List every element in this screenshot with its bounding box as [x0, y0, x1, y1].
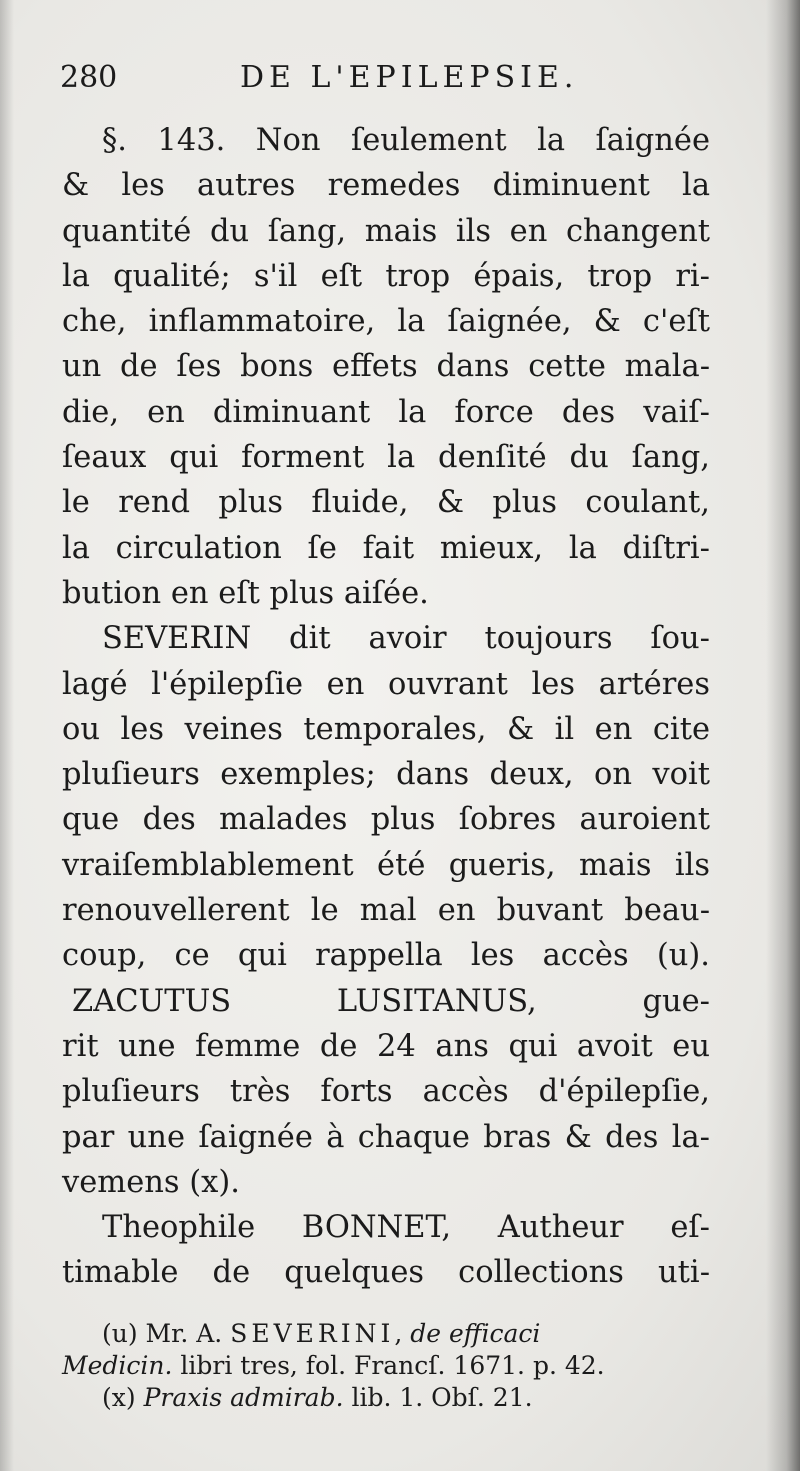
- page-edge-shadow: [766, 0, 800, 1471]
- text-line: §. 143. Non ſeulement la ſaignée: [102, 123, 710, 158]
- text-line: SEVERIN dit avoir toujours ſou-: [102, 621, 710, 657]
- footnotes: [62, 1318, 710, 1414]
- text-line: & les autres remedes diminuent la: [62, 168, 710, 204]
- text-line: la circulation ſe fait mieux, la diſtri-: [62, 530, 710, 566]
- text-line: que des malades plus ſobres auroient: [62, 802, 710, 838]
- text-line: die, en diminuant la force des vaiſ-: [62, 394, 710, 430]
- text-line: pluſieurs très forts accès d'épilepſie,: [62, 1074, 710, 1110]
- footnote-u-citation: libri tres, fol. Francſ. 1671. p. 42.: [172, 1351, 605, 1380]
- text-line: ſeaux qui forment la denſité du ſang,: [62, 440, 710, 476]
- text-line: Theophile BONNET, Autheur eſ-: [102, 1210, 710, 1246]
- text-line: vemens (x).: [62, 1164, 240, 1200]
- footnote-x-title: Praxis admirab.: [143, 1383, 344, 1412]
- page-header: [60, 58, 720, 98]
- text-line: quantité du ſang, mais ils en changent: [62, 213, 710, 249]
- footnote-u-title: de efficaci: [410, 1319, 541, 1348]
- footnote-u-line-1: [62, 1318, 710, 1350]
- text-line: ZACUTUS LUSITANUS, gue-: [72, 983, 710, 1019]
- text-line: renouvellerent le mal en buvant beau-: [62, 893, 710, 929]
- text-line: ou les veines temporales, & il en cite: [62, 711, 710, 747]
- text-line: la qualité; s'il eſt trop épais, trop ri-: [62, 258, 710, 294]
- text-line: le rend plus fluide, & plus coulant,: [62, 485, 710, 521]
- page-number: 280: [60, 60, 118, 95]
- text-line: che, inflammatoire, la ſaignée, & c'eſt: [62, 304, 710, 340]
- footnote-u-line-2: [62, 1350, 710, 1382]
- text-line: vraiſemblablement été gueris, mais ils: [62, 847, 710, 883]
- text-line: lagé l'épilepſie en ouvrant les artéres: [62, 666, 710, 702]
- footnote-u-prefix: (u) Mr. A.: [102, 1319, 231, 1348]
- footnote-x-citation: lib. 1. Obſ. 21.: [343, 1383, 533, 1412]
- text-line: bution en eſt plus aiſée.: [62, 575, 429, 611]
- footnote-x-line: [62, 1382, 710, 1414]
- footnote-x-marker: (x): [102, 1383, 144, 1412]
- footnote-u-sep: ,: [394, 1319, 411, 1348]
- footnote-u-title-cont: Medicin.: [62, 1351, 173, 1380]
- body-text: [62, 118, 710, 1296]
- text-line: coup, ce qui rappella les accès (u).: [62, 938, 710, 974]
- running-title: DE L'EPILEPSIE.: [240, 60, 579, 95]
- text-line: rit une femme de 24 ans qui avoit eu: [62, 1028, 710, 1064]
- text-line: timable de quelques collections uti-: [62, 1255, 710, 1291]
- footnote-u-author: SEVERINI: [230, 1319, 395, 1348]
- text-line: un de ſes bons effets dans cette mala-: [62, 349, 710, 385]
- page-binding-shadow: [0, 0, 14, 1471]
- text-line: par une ſaignée à chaque bras & des la-: [62, 1119, 710, 1155]
- text-line: pluſieurs exemples; dans deux, on voit: [62, 757, 710, 793]
